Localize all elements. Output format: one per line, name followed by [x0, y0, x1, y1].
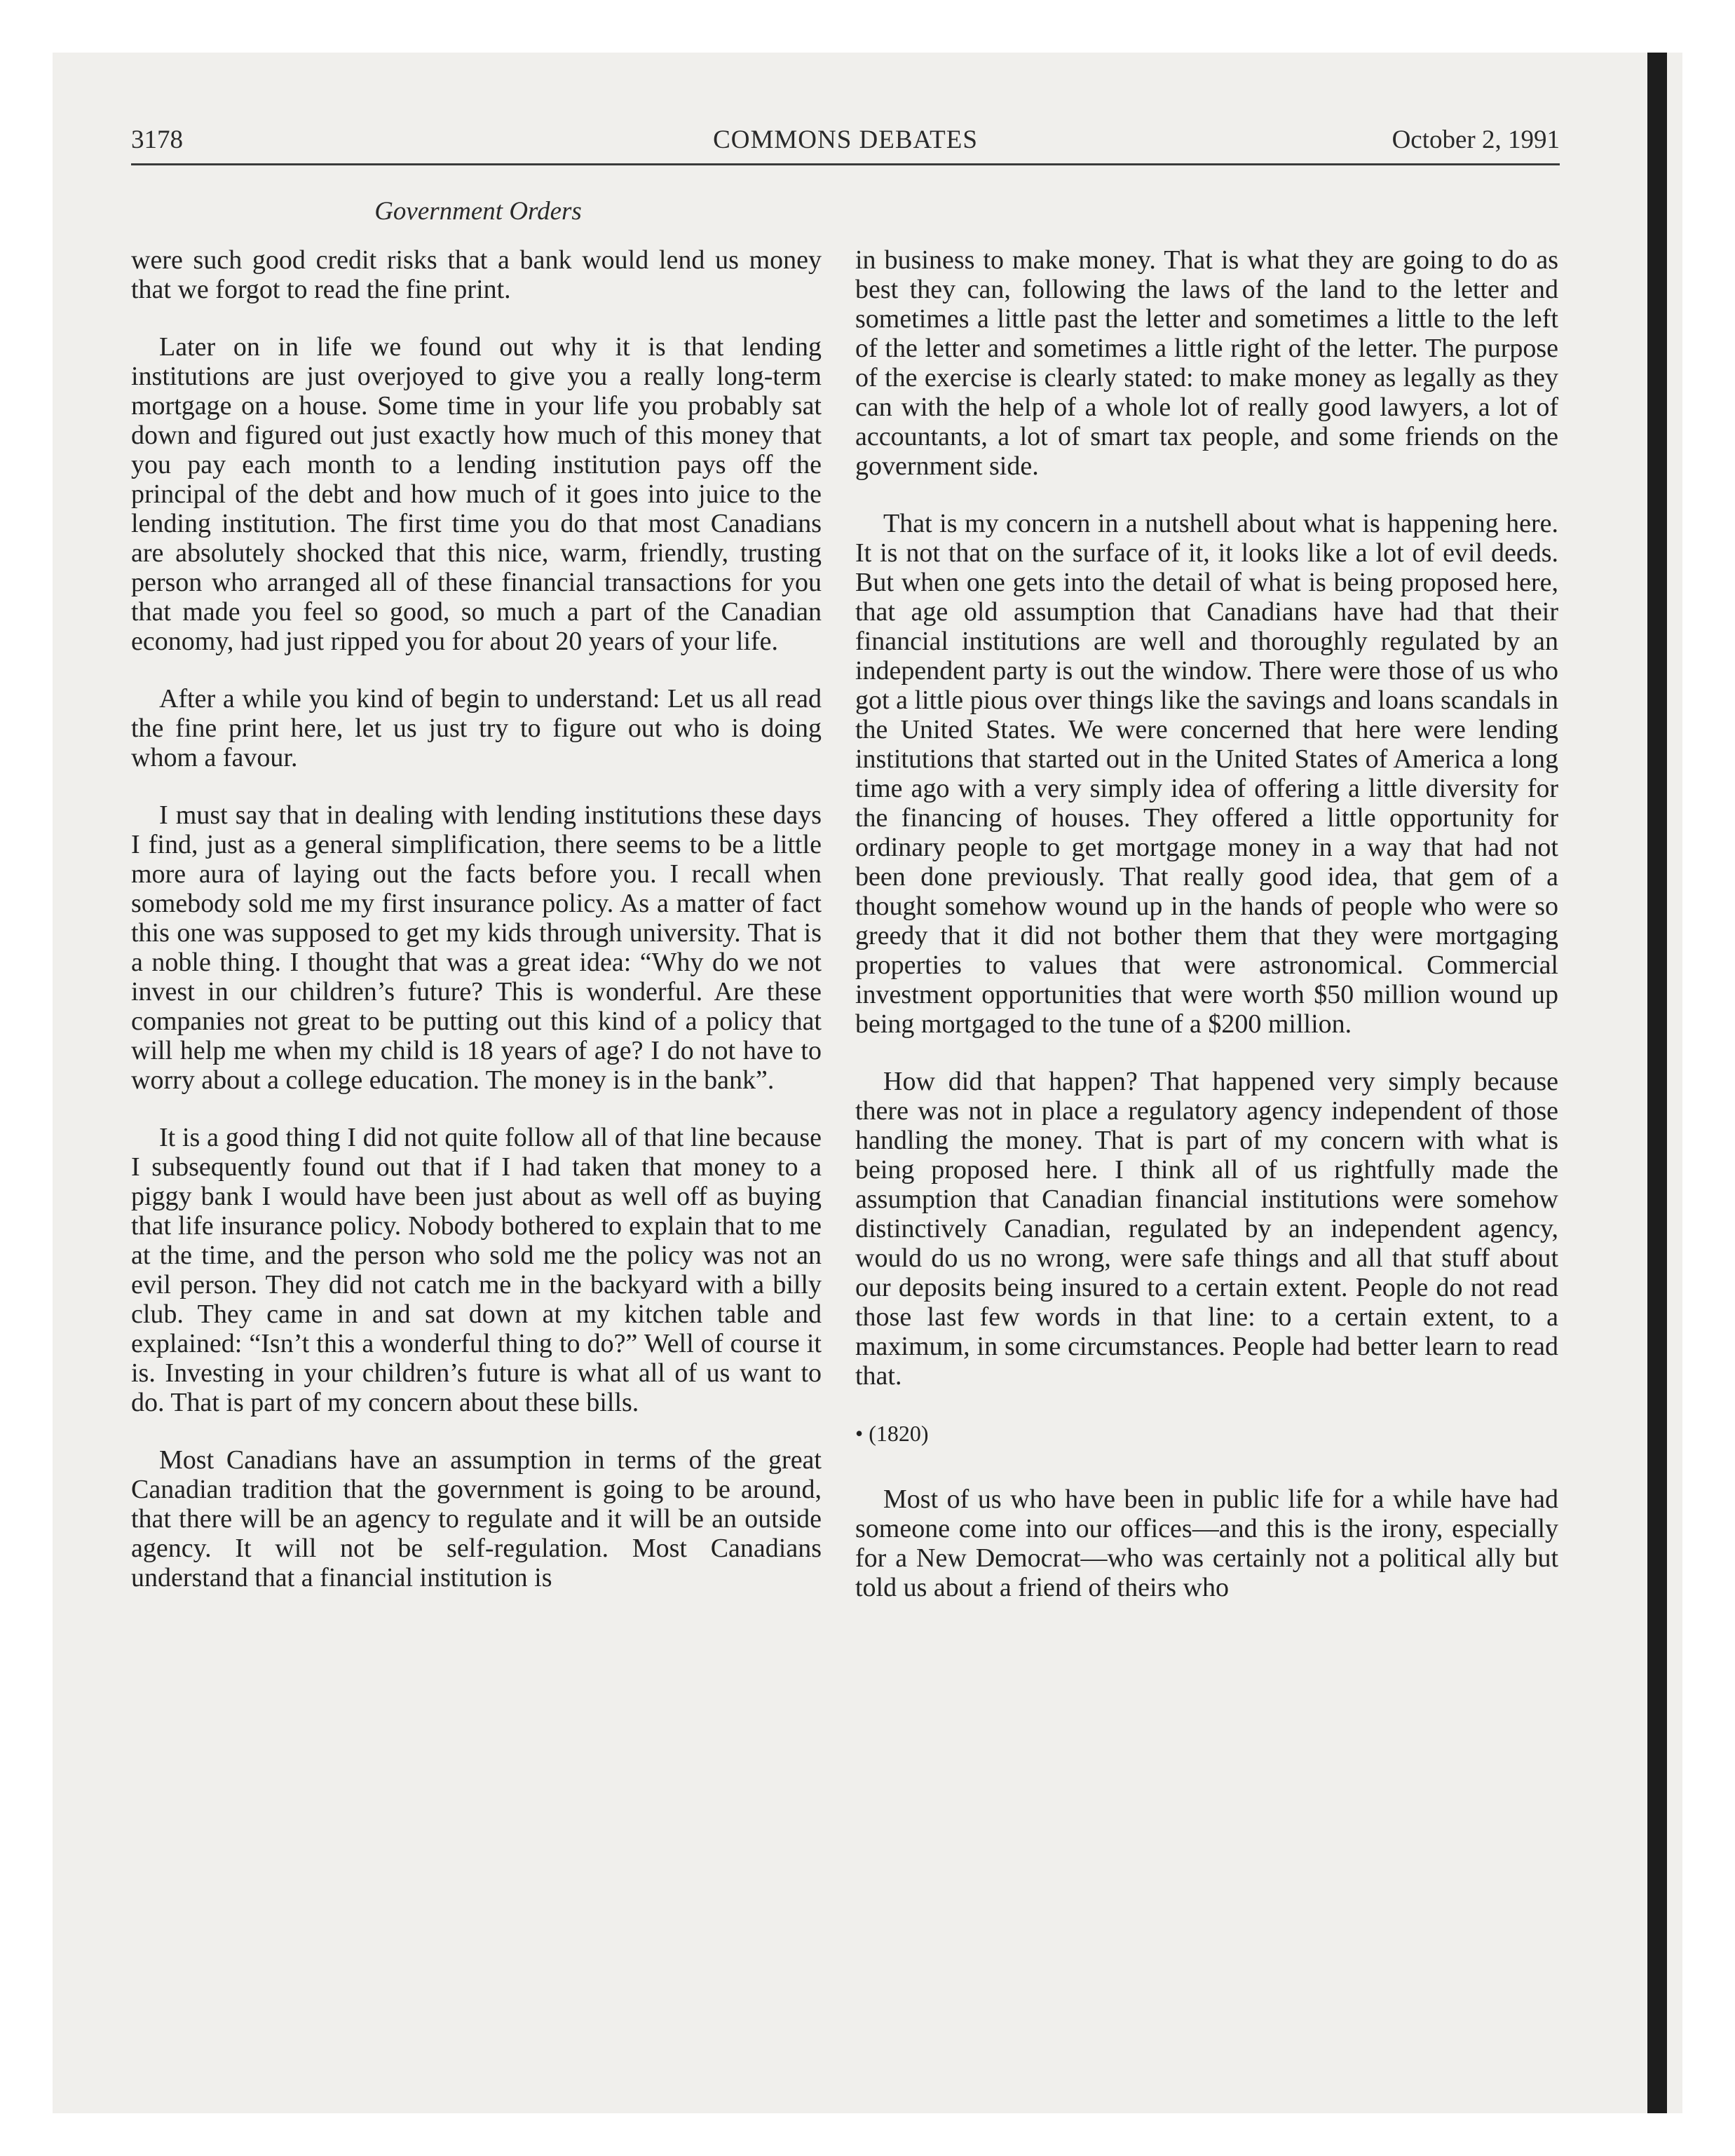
running-header	[131, 125, 1560, 160]
publication-title: COMMONS DEBATES	[713, 125, 978, 154]
paragraph: That is my concern in a nutshell about what is happening here. It is not that on the surface of it, it looks like a lot of evil deeds. But when one gets into the detail of what is being proposed here, that age old assumption that Canadians have had that their financial institutions are well and thoroughly regulated by an independent party is out the window. There were those of us who got a little pious over things like the savings and loans scandals in the United States. We were concerned that here were lending institutions that started out in the United States of America a long time ago with a very simply idea of offering a little diversity for the financing of houses. They offered a little opportunity for ordinary people to get mortgage money in a way that had not been done previously. That really good idea, that gem of a thought somehow wound up in the hands of people who were so greedy that it did not bother them that they were mortgaging properties to values that were astronomical. Commercial investment opportunities that were worth $50 million wound up being mortgaged to the tune of a $200 million.	[855, 509, 1558, 1039]
time-marker: • (1820)	[855, 1421, 929, 1446]
section-title: Government Orders	[374, 197, 582, 226]
header-rule	[131, 163, 1560, 165]
page-number: 3178	[131, 125, 183, 154]
paragraph: Most Canadians have an assumption in terms of the great Canadian tradition that the government is going to be around, that there will be an agency to regulate and it will be an outside agency. It will not be self-regulation. Most Canadians understand that a financial institution is	[131, 1445, 822, 1592]
paragraph: I must say that in dealing with lending institutions these days I find, just as a general simplification, there seems to be a little more aura of laying out the facts before you. I recall when somebody sold me my first insurance policy. As a matter of fact this one was supposed to get my kids through university. That is a noble thing. I thought that was a great idea: “Why do we not invest in our children’s future? This is wonderful. Are these companies not great to be putting out this kind of a policy that will help me when my child is 18 years of age? I do not have to worry about a college education. The money is in the bank”.	[131, 800, 822, 1095]
paragraph: in business to make money. That is what they are going to do as best they can, following the laws of the land to the letter and sometimes a little past the letter and sometimes a little to the left of the letter and sometimes a little right of the letter. The purpose of the exercise is clearly stated: to make money as legally as they can with the help of a whole lot of really good lawyers, a lot of accountants, a lot of smart tax people, and some friends on the government side.	[855, 245, 1558, 481]
scan-edge-bar	[1647, 53, 1667, 2113]
paragraph: Later on in life we found out why it is that lending institutions are just overjoyed to give you a really long-term mortgage on a house. Some time in your life you probably sat down and figured out just exactly how much of this money that you pay each month to a lending institution pays off the principal of the debt and how much of it goes into juice to the lending institution. The first time you do that most Canadians are absolutely shocked that this nice, warm, friendly, trusting person who arranged all of these financial transactions for you that made you feel so good, so much a part of the Canadian economy, had just ripped you for about 20 years of your life.	[131, 332, 822, 656]
paragraph: It is a good thing I did not quite follow all of that line because I subsequently found out that if I had taken that money to a piggy bank I would have been just about as well off as buying that life insurance policy. Nobody bothered to explain that to me at the time, and the person who sold me the policy was not an evil person. They did not catch me in the backyard with a billy club. They came in and sat down at my kitchen table and explained: “Isn’t this a wonderful thing to do?” Well of course it is. Investing in your children’s future is what all of us want to do. That is part of my concern about these bills.	[131, 1123, 822, 1417]
publication-date: October 2, 1991	[1392, 125, 1560, 154]
left-column	[131, 245, 822, 1621]
paragraph: After a while you kind of begin to understand: Let us all read the fine print here, let us just try to figure out who is doing whom a favour.	[131, 684, 822, 772]
paragraph: Most of us who have been in public life for a while have had someone come into our offices—and this is the irony, especially for a New Democrat—who was certainly not a political ally but told us about a friend of theirs who	[855, 1485, 1558, 1602]
right-column	[855, 245, 1558, 1630]
paragraph: How did that happen? That happened very simply because there was not in place a regulatory agency independent of those handling the money. That is part of my concern with what is being proposed here. I think all of us rightfully made the assumption that Canadian financial institutions were somehow distinctively Canadian, regulated by an independent agency, would do us no wrong, were safe things and all that stuff about our deposits being insured to a certain extent. People do not read those last few words in that line: to a certain extent, to a maximum, in some circumstances. People had better learn to read that.	[855, 1067, 1558, 1391]
paragraph: were such good credit risks that a bank would lend us money that we forgot to read the fine print.	[131, 245, 822, 304]
